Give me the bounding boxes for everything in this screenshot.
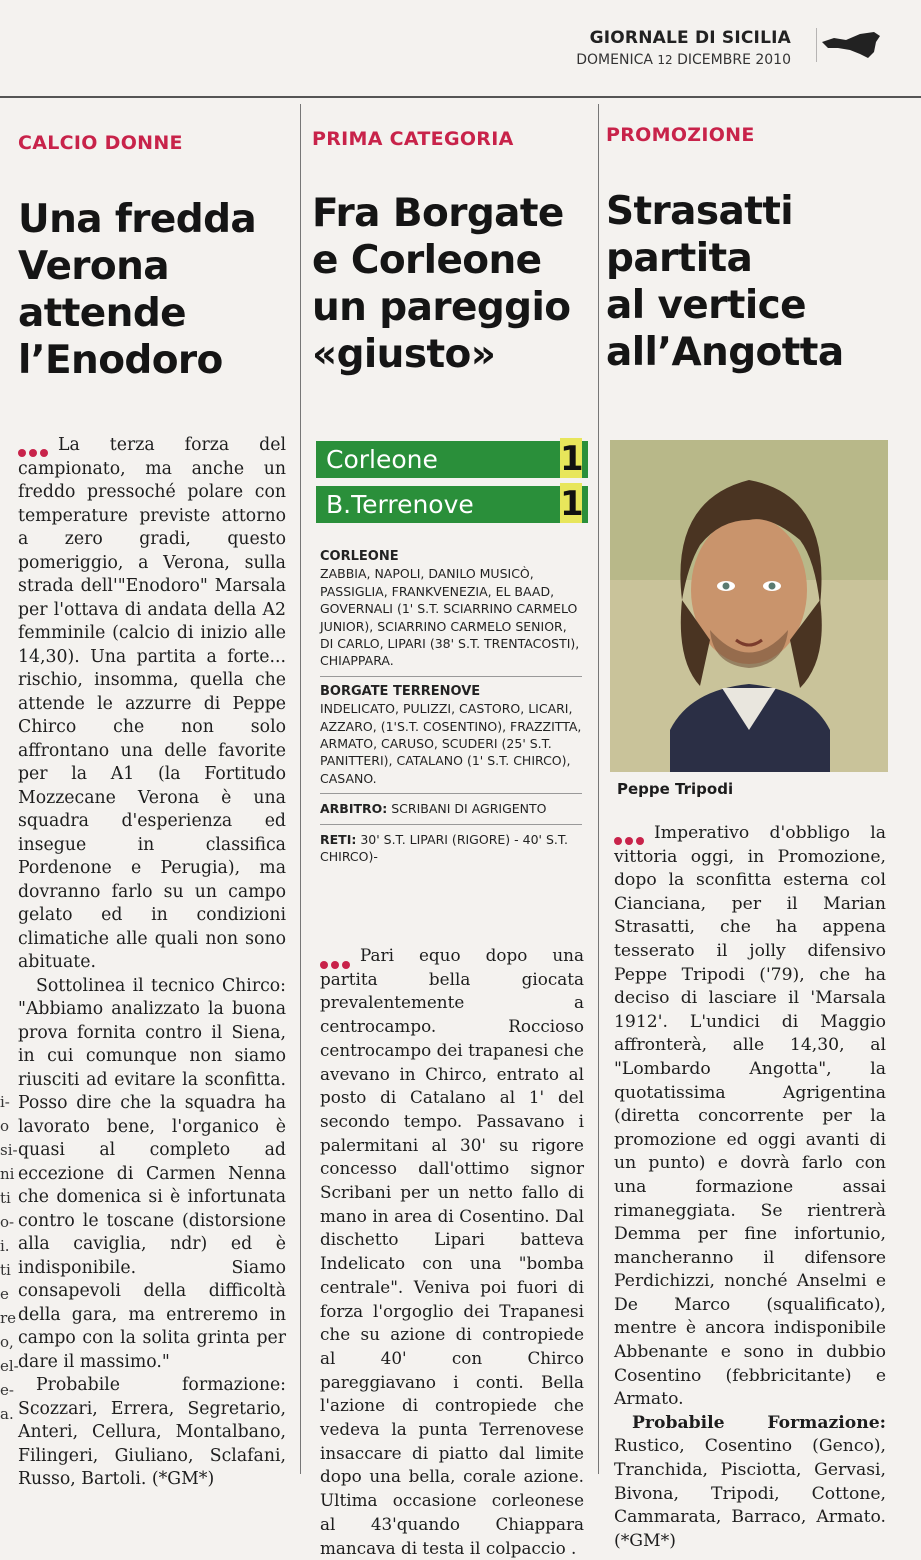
margin-fragment: o (0, 1117, 10, 1135)
lineup-borgate: BORGATE TERRENOVE INDELICATO, PULIZZI, CASTORO, LICARI, AZZARO, (1'S.T. COSENTINO), FRAZZITTA, ARMATO, CARUSO, SCUDERI (25' S.T. PANITTERI), CATALANO (1' S.T. CHIRCO), CASANO. (320, 683, 582, 794)
margin-fragment: e (0, 1285, 9, 1303)
margin-fragment: i- (0, 1093, 10, 1111)
margin-fragment: i. (0, 1237, 10, 1255)
margin-fragment: o, (0, 1333, 14, 1351)
team-name: Corleone (326, 445, 438, 474)
score-row (316, 486, 588, 523)
headline: Una fredda Verona attende l’Enodoro (18, 197, 257, 383)
adjacent-column-fragments (0, 1090, 18, 1426)
section-label: PRIMA CATEGORIA (312, 128, 514, 150)
article-promozione (606, 110, 886, 376)
bullet-dots-icon (18, 441, 52, 451)
lineup-corleone: CORLEONE ZABBIA, NAPOLI, DANILO MUSICÒ, PASSIGLIA, FRANKVENEZIA, EL BAAD, GOVERNALI (1' S.T. SCIARRINO CARMELO JUNIOR), SCIARRINO CARMELO SENIOR, DI CARLO, LIPARI (38' S.T. TRENTACOSTI), CHIAPPARA. (320, 548, 582, 677)
newspaper-name: GIORNALE DI SICILIA (589, 28, 791, 48)
portrait-illustration (610, 440, 888, 772)
referee: ARBITRO: SCRIBANI DI AGRIGENTO (320, 800, 582, 824)
player-photo (610, 440, 888, 772)
margin-fragment: si- (0, 1141, 18, 1159)
team-heading: CORLEONE (320, 549, 399, 564)
headline: Strasatti partita al vertice all’Angotta (606, 189, 844, 375)
sicily-map-icon (816, 28, 884, 62)
bullet-dots-icon (320, 952, 354, 962)
margin-fragment: re (0, 1309, 17, 1327)
masthead (576, 28, 791, 68)
margin-fragment: ti (0, 1261, 11, 1279)
article-body: Pari equo dopo una partita bella giocata prevalentemente a centrocampo. Roccioso centrocampo dei trapanesi che avevano in Chirco, entrato al posto di Catalano al 1' del secondo tempo. Passavano i palermitani al 30' su rigore concesso dall'ottimo signor Scribani per un netto fallo di mano in area di Cosentino. Dal dischetto Lipari batteva Indelicato con una "bomba centrale". Veniva poi fuori di forza l'orgoglio dei Trapanesi che su azione di contropiede al 40' con Chirco pareggiavano i conti. Bella l'azione di contropiede che vedeva la punta Terrenovese insaccare di piatto dal limite dopo una bella, corale azione. Ultima occasione corleonese al 43'quando Chiappara mancava di testa il colpaccio . (320, 945, 584, 1558)
margin-fragment: a. (0, 1405, 14, 1423)
masthead-rule (0, 96, 921, 98)
margin-fragment: ti (0, 1189, 11, 1207)
photo-caption: Peppe Tripodi (617, 780, 734, 798)
team-goals: 1 (560, 484, 584, 524)
goals-scored: RETI: 30' S.T. LIPARI (RIGORE) - 40' S.T. CHIRCO)- (320, 831, 568, 865)
section-label: CALCIO DONNE (18, 132, 183, 154)
margin-fragment: e- (0, 1381, 14, 1399)
article-calcio-donne (18, 110, 286, 1492)
margin-fragment: o- (0, 1213, 15, 1231)
team-heading: BORGATE TERRENOVE (320, 683, 481, 699)
column-divider (598, 104, 599, 1474)
newspaper-date: DOMENICA 12 DICEMBRE 2010 (576, 52, 791, 68)
column-divider (300, 104, 301, 1474)
bullet-dots-icon (614, 829, 648, 839)
score-row (316, 441, 588, 478)
article-body: Imperativo d'obbligo la vittoria oggi, in Promozione, dopo la sconfitta esterna col Cianciana, per il Marian Strasatti, che ha appena tesserato il jolly difensivo Peppe Tripodi ('79), che ha deciso di lasciare il 'Marsala 1912'. L'undici di Maggio affronterà, alle 14,30, al "Lombardo Angotta", la quotatissima Agrigentina (diretta concorrente per la promozione ed oggi avanti di un punto) e dovrà farlo con una formazione assai rimaneggiata. Se rientrerà Demma per fine infortunio, mancheranno il difensore Perdichizzi, nonché Anselmi e De Marco (squalificato), mentre è ancora indisponibile Abbenante e sono in dubbio Cosentino (febbricitante) e Armato. Probabile Formazione: Rustico, Cosentino (Genco), Tranchida, Pisciotta, Gervasi, Bivona, Tripodi, Cottone, Cammarata, Barraco, Armato. (*GM*) (614, 823, 886, 1551)
formation-label: Probabile Formazione: (632, 1412, 886, 1433)
headline: Fra Borgate e Corleone un pareggio «giusto» (312, 191, 571, 377)
team-goals: 1 (560, 439, 584, 479)
margin-fragment: ni (0, 1165, 15, 1183)
article-prima-categoria (312, 110, 587, 378)
margin-fragment: el- (0, 1357, 19, 1375)
article-body: La terza forza del campionato, ma anche un freddo pressoché polare con temperature previste attorno a zero gradi, questo pomeriggio, a Verona, sulla strada dell'"Enodoro" Marsala per l'ottava di andata della A2 femminile (calcio di inizio alle 14,30). Una partita a forte... rischio, insomma, quella che attende le azzurre di Peppe Chirco che non solo affrontano una delle favorite per la A1 (la Fortitudo Mozzecane Verona è una squadra d'esperienza ed insegue in classifica Pordenone e Perugia), ma dovranno farlo su un campo gelato ed in condizioni climatiche alle quali non sono abituate. Sottolinea il tecnico Chirco: "Abbiamo analizzato la buona prova fornita contro il Siena, in cui comunque non siamo riusciti ad evitare la sconfitta. Posso dire che la squadra ha lavorato bene, l'organico è quasi al completo ad eccezione di Carmen Nenna che domenica si è infortunata contro le toscane (distorsione alla caviglia, ndr) ed è indisponibile. Siamo consapevoli della difficoltà della gara, ma entreremo in campo con la solita grinta per dare il massimo." Probabile formazione: Scozzari, Errera, Segretario, Anteri, Cellura, Montalbano, Filingeri, Giuliano, Sclafani, Russo, Bartoli. (*GM*) (18, 435, 286, 1489)
team-name: B.Terrenove (326, 490, 474, 519)
match-lineups (320, 548, 582, 866)
section-label: PROMOZIONE (606, 124, 755, 146)
